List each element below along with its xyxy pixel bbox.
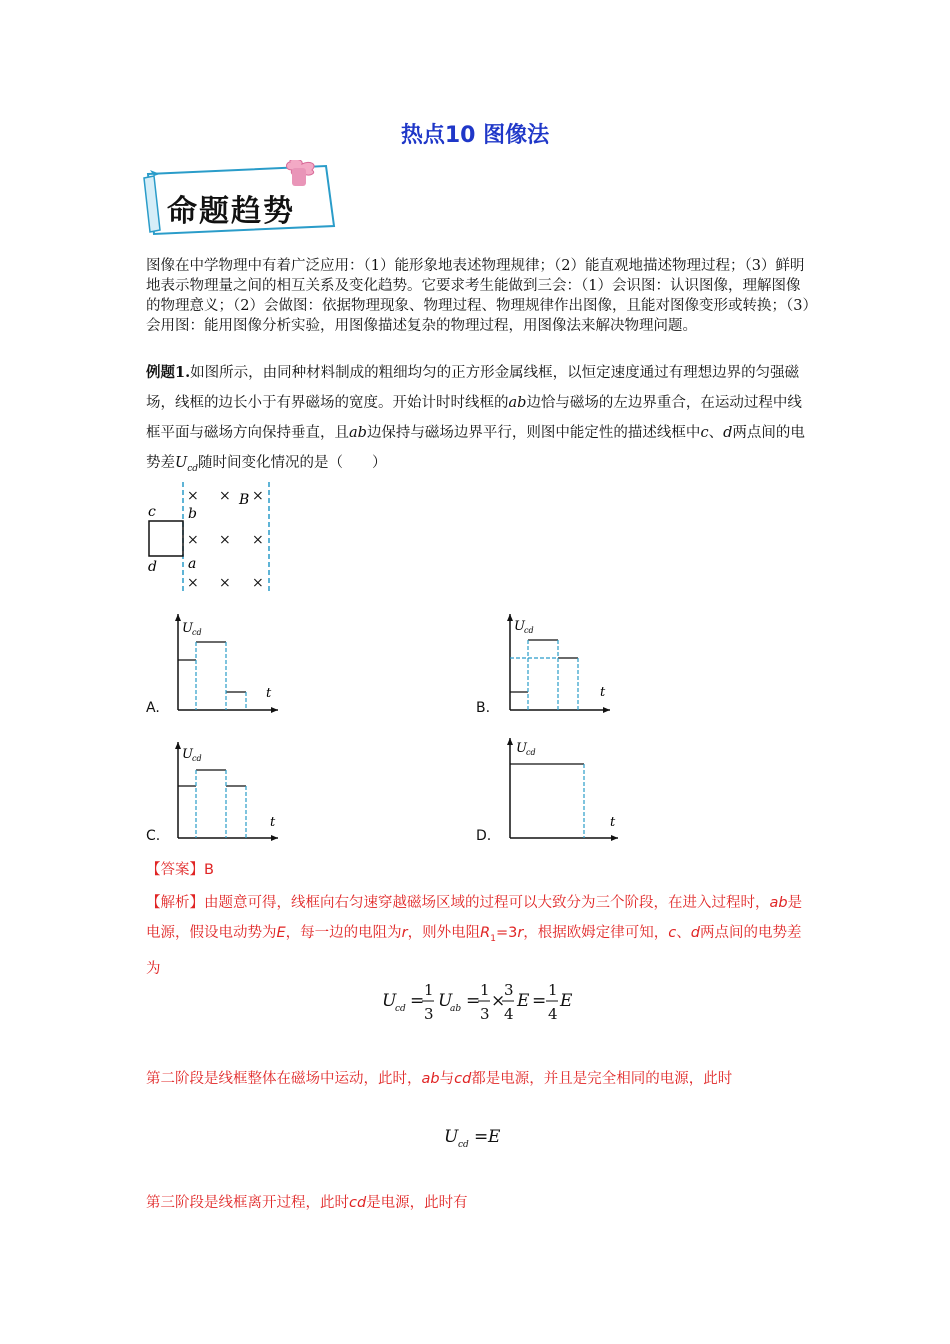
svg-text:ab: ab xyxy=(450,1004,462,1014)
svg-text:1: 1 xyxy=(548,981,558,999)
svg-text:t: t xyxy=(270,815,276,830)
answer-line: 【答案】B xyxy=(146,862,214,878)
label-b: b xyxy=(188,506,197,522)
svg-text:cd: cd xyxy=(524,626,534,635)
svg-text:×: × xyxy=(187,488,199,504)
phase2-paragraph: 第二阶段是线框整体在磁场中运动，此时，ab与cd都是电源，并且是完全相同的电源，此时 xyxy=(146,1071,733,1087)
svg-text:×: × xyxy=(252,488,264,504)
intro-paragraph: 图像在中学物理中有着广泛应用：（1）能形象地表述物理规律；（2）能直观地描述物理过程；（3）鲜明地表示物理量之间的相互关系及变化趋势。它要求考生能做到三会：（1）会识图：认识图像，理解图像的物理意义；（2）会做图：依据物理现象、物理过程、物理规律作出图像，且能对图像变形或转换；（3）会用图：能用图像分析实验，用图像描述复杂的物理过程，用图像法来解决物理问题。 xyxy=(146,258,810,334)
svg-text:=: = xyxy=(474,1127,489,1147)
svg-text:1: 1 xyxy=(480,981,490,999)
svg-text:U: U xyxy=(444,1127,459,1147)
svg-text:1: 1 xyxy=(424,981,434,999)
option-b-label[interactable]: B. xyxy=(476,700,491,716)
option-b-graph[interactable] xyxy=(502,610,622,716)
svg-text:t: t xyxy=(610,815,616,830)
svg-text:U: U xyxy=(514,619,525,634)
label-B: B xyxy=(239,492,250,508)
svg-text:t: t xyxy=(266,686,272,701)
svg-text:cd: cd xyxy=(192,754,202,763)
svg-text:×: × xyxy=(219,575,231,591)
svg-text:U: U xyxy=(382,991,397,1011)
option-c-graph[interactable] xyxy=(170,738,290,844)
svg-text:t: t xyxy=(600,685,606,700)
option-c-label[interactable]: C. xyxy=(146,828,161,844)
svg-text:×: × xyxy=(219,532,231,548)
svg-text:U: U xyxy=(438,991,453,1011)
option-d-label[interactable]: D. xyxy=(476,828,492,844)
label-d: d xyxy=(148,559,157,575)
field-figure xyxy=(140,478,280,598)
svg-text:3: 3 xyxy=(424,1005,434,1023)
svg-text:cd: cd xyxy=(192,628,202,637)
formula-2 xyxy=(442,1122,522,1152)
svg-text:×: × xyxy=(491,991,506,1011)
svg-text:U: U xyxy=(516,741,527,756)
svg-text:U: U xyxy=(182,621,193,636)
svg-text:×: × xyxy=(252,532,264,548)
svg-text:4: 4 xyxy=(504,1005,514,1023)
svg-text:3: 3 xyxy=(504,981,514,999)
label-c: c xyxy=(148,504,156,520)
question-text: 例题1.如图所示，由同种材料制成的粗细均匀的正方形金属线框，以恒定速度通过有理想边界的匀强磁场，线框的边长小于有界磁场的宽度。开始计时时线框的ab边恰与磁场的左边界重合，在运动过程中线框平面与磁场方向保持垂直，且ab边保持与磁场边界平行，则图中能定性的描述线框中c、d两点间的电势差$U_{cd}$随时间变化情况的是（ ） xyxy=(146,364,805,474)
banner-text: 命题趋势 xyxy=(167,194,295,229)
svg-text:×: × xyxy=(187,532,199,548)
answer-value: B xyxy=(204,862,214,878)
svg-text:3: 3 xyxy=(480,1005,490,1023)
explanation-paragraph: 【解析】由题意可得，线框向右匀速穿越磁场区域的过程可以大致分为三个阶段，在进入过程时，ab是电源，假设电动势为E，每一边的电阻为r，则外电阻$R_1=3r$，根据欧姆定律可知，c、d两点间的电势差为 xyxy=(146,895,803,977)
svg-text:E: E xyxy=(488,1127,501,1147)
svg-text:×: × xyxy=(187,575,199,591)
phase3-paragraph: 第三阶段是线框离开过程，此时cd是电源，此时有 xyxy=(146,1195,468,1211)
formula-1 xyxy=(380,978,580,1034)
svg-text:E: E xyxy=(517,991,530,1011)
label-a: a xyxy=(188,556,197,572)
svg-text:4: 4 xyxy=(548,1005,558,1023)
question-label: 例题1. xyxy=(146,364,191,381)
svg-text:cd: cd xyxy=(395,1004,406,1014)
svg-text:×: × xyxy=(252,575,264,591)
svg-text:E: E xyxy=(560,991,573,1011)
svg-text:×: × xyxy=(219,488,231,504)
page-title: 热点10 图像法 xyxy=(400,123,550,148)
svg-text:cd: cd xyxy=(458,1140,469,1150)
option-a-label[interactable]: A. xyxy=(146,700,160,716)
svg-text:=: = xyxy=(466,991,481,1011)
svg-text:cd: cd xyxy=(526,748,536,757)
option-a-graph[interactable] xyxy=(170,610,290,716)
svg-text:=: = xyxy=(410,991,425,1011)
svg-text:U: U xyxy=(182,747,193,762)
svg-text:=: = xyxy=(532,991,547,1011)
option-d-graph[interactable] xyxy=(502,734,628,844)
